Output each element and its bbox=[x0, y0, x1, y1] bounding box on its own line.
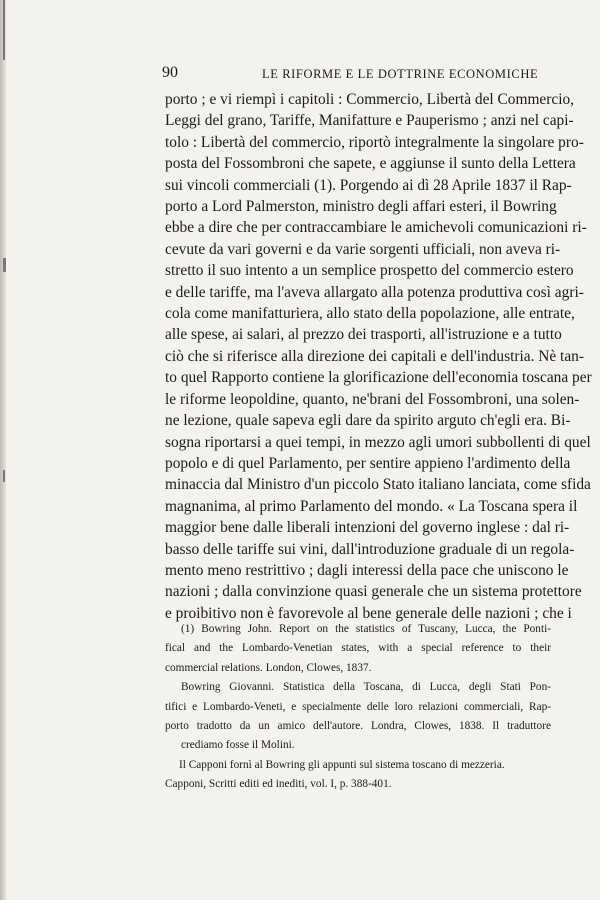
body-line: posta del Fossombroni che sapete, e aggiunse il sunto della Lettera bbox=[165, 155, 576, 173]
body-line: basso delle tariffe sui vini, dall'introduzione graduale di un regola- bbox=[165, 540, 575, 558]
footnote-line: porto tradotto da un amico dell'autore. Londra, Clowes, 1838. Il traduttore bbox=[165, 720, 551, 733]
page-header bbox=[162, 64, 542, 84]
body-line: nazioni ; dalla convinzione quasi generale che un sistema protettore bbox=[165, 583, 582, 601]
body-line: stretto il suo intento a un semplice prospetto del commercio estero bbox=[165, 262, 574, 280]
body-line: maggior bene dalle liberali intenzioni del governo inglese : dal ri- bbox=[165, 519, 570, 537]
body-line: porto ; e vi riempì i capitoli : Commercio, Libertà del Commercio, bbox=[165, 91, 575, 108]
footnote-line: (1) Bowring John. Report on the statistics of Tuscany, Lucca, the Ponti- bbox=[181, 623, 551, 635]
body-line: popolo e di quel Parlamento, per sentire appieno l'ardimento della bbox=[165, 454, 571, 472]
body-line: e delle tariffe, ma l'aveva allargato alla potenza produttiva così agri- bbox=[165, 283, 584, 301]
body-line: ebbe a dire che per contraccambiare le amichevoli comunicazioni ri- bbox=[165, 219, 587, 237]
footnote-line: Bowring Giovanni. Statistica della Toscana, di Lucca, degli Stati Pon- bbox=[181, 681, 551, 694]
body-line: minaccia dal Ministro d'un piccolo Stato italiano lanciata, come sfida bbox=[165, 476, 591, 494]
margin-mark-top bbox=[3, 0, 5, 60]
running-head: LE RIFORME E LE DOTTRINE ECONOMICHE bbox=[262, 67, 539, 81]
footnotes bbox=[165, 620, 551, 795]
body-line: cola come manifatturiera, allo stato della popolazione, alle entrate, bbox=[165, 305, 575, 323]
body-text bbox=[165, 89, 592, 624]
body-line: mento meno restrittivo ; dagli interessi della pace che uniscono le bbox=[165, 561, 569, 579]
body-line: tolo : Libertà del commercio, riportò integralmente la singolare pro- bbox=[165, 133, 584, 151]
body-line: porto a Lord Palmerston, ministro degli affari esteri, il Bowring bbox=[165, 198, 557, 216]
body-line: ne lezione, quale sapeva egli dare da spirito arguto ch'egli era. Bi- bbox=[165, 412, 571, 430]
body-line: Leggi del grano, Tariffe, Manifatture e Pauperismo ; anzi nel capi- bbox=[165, 112, 574, 130]
footnote-line: fical and the Lombardo-Venetian states, with a special reference to their bbox=[165, 642, 551, 655]
page-number: 90 bbox=[162, 64, 178, 81]
footnote-line: Il Capponi fornì al Bowring gli appunti sul sistema toscano di mezzeria. bbox=[179, 758, 505, 771]
footnote-line: commercial relations. London, Clowes, 1837. bbox=[165, 661, 372, 674]
body-line: sogna riportarsi a quei tempi, in mezzo agli umori subbollenti di quel bbox=[165, 433, 591, 451]
footnote-line: crediamo fosse il Molini. bbox=[181, 739, 295, 752]
body-line: to quel Rapporto contiene la glorificazione dell'economia toscana per bbox=[165, 369, 592, 387]
body-line: alle spese, ai salari, al prezzo dei trasporti, all'istruzione e a tutto bbox=[165, 326, 562, 344]
page-left-edge bbox=[0, 0, 6, 900]
body-line: magnanima, al primo Parlamento del mondo. « La Toscana spera il bbox=[165, 497, 578, 515]
body-line: e proibitivo non è favorevole al bene generale delle nazioni ; che i bbox=[165, 604, 572, 622]
body-line: ciò che si riferisce alla direzione dei capitali e dell'industria. Nè tan- bbox=[165, 347, 584, 365]
body-line: sui vincoli commerciali (1). Porgendo ai dì 28 Aprile 1837 il Rap- bbox=[165, 176, 572, 194]
margin-mark-low bbox=[3, 470, 5, 482]
body-line: le riforme leopoldine, quanto, ne'brani del Fossombroni, una solen- bbox=[165, 390, 580, 408]
footnote-line: tifici e Lombardo-Veneti, e specialmente delle loro relazioni commerciali, Rap- bbox=[165, 700, 551, 713]
margin-mark-mid bbox=[3, 258, 6, 272]
footnote-line: Capponi, Scritti editi ed inediti, vol. I, p. 388-401. bbox=[165, 778, 392, 791]
body-line: cevute da vari governi e da varie sorgenti ufficiali, non aveva ri- bbox=[165, 240, 561, 258]
